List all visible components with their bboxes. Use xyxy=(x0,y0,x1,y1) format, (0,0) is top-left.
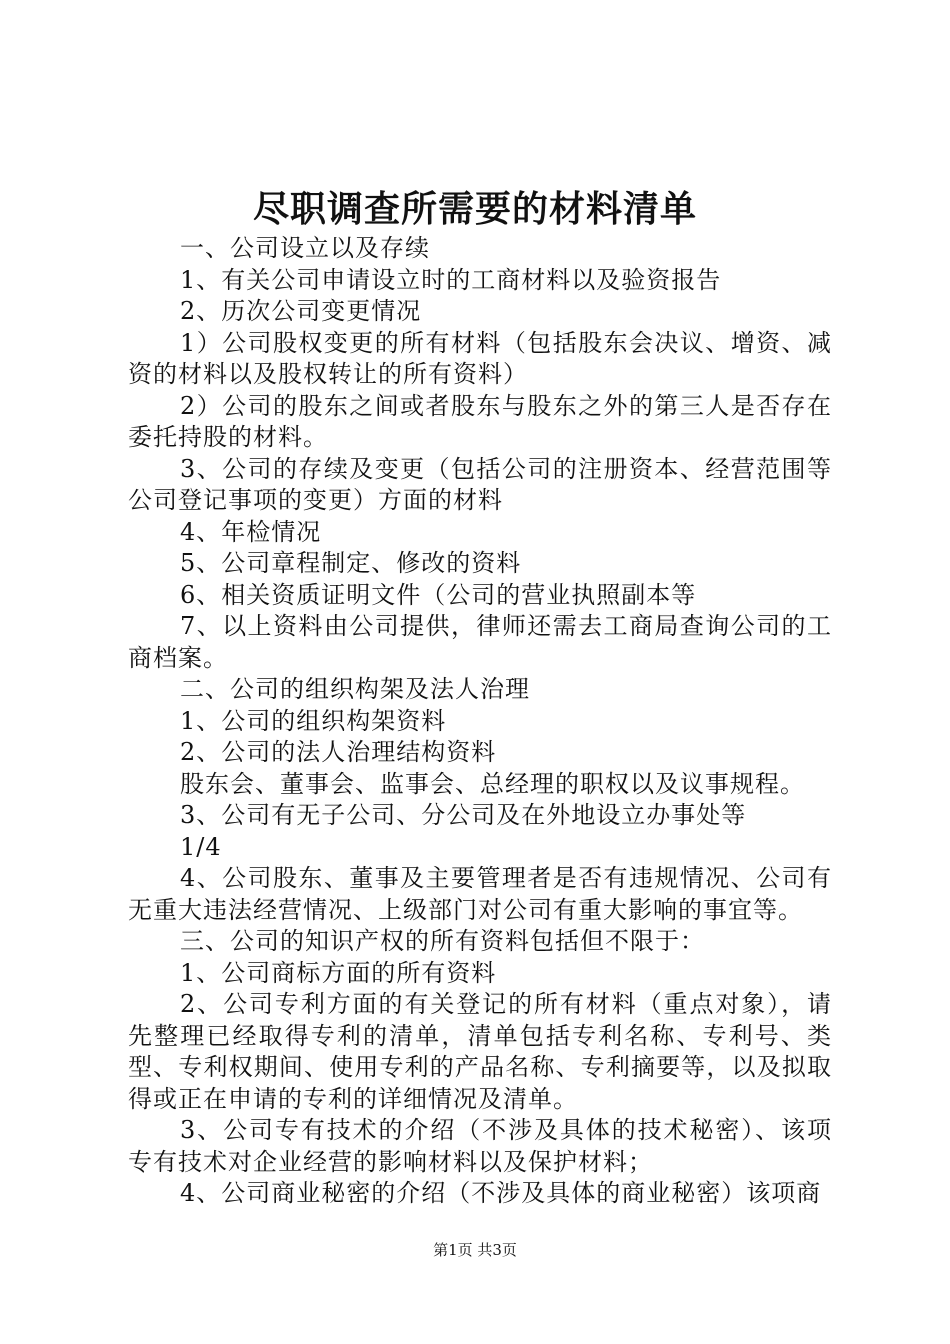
paragraph: 2）公司的股东之间或者股东与股东之外的第三人是否存在委托持股的材料。 xyxy=(128,391,832,451)
paragraph: 一、公司设立以及存续 xyxy=(180,234,430,262)
page-footer: 第1页 共3页 xyxy=(433,1241,517,1259)
paragraph: 4、公司股东、董事及主要管理者是否有违规情况、公司有无重大违法经营情况、上级部门对公司有重大影响的事宜等。 xyxy=(128,864,832,924)
paragraph: 6、相关资质证明文件（公司的营业执照副本等 xyxy=(180,580,697,609)
paragraph: 5、公司章程制定、修改的资料 xyxy=(180,549,522,577)
paragraph: 2、公司的法人治理结构资料 xyxy=(180,738,497,766)
paragraph: 4、公司商业秘密的介绍（不涉及具体的商业秘密）该项商 xyxy=(180,1179,822,1207)
paragraph: 1/4 xyxy=(180,832,222,861)
paragraph: 1、有关公司申请设立时的工商材料以及验资报告 xyxy=(180,265,722,294)
paragraph: 三、公司的知识产权的所有资料包括但不限于： xyxy=(180,927,705,955)
paragraph: 股东会、董事会、监事会、总经理的职权以及议事规程。 xyxy=(180,769,805,798)
paragraph: 3、公司有无子公司、分公司及在外地设立办事处等 xyxy=(180,801,747,829)
paragraph: 1）公司股权变更的所有材料（包括股东会决议、增资、减资的材料以及股权转让的所有资料） xyxy=(128,328,832,388)
paragraph: 3、公司专有技术的介绍（不涉及具体的技术秘密）、该项专有技术对企业经营的影响材料以及保护材料； xyxy=(128,1116,832,1176)
document-title: 尽职调查所需要的材料清单 xyxy=(252,188,697,230)
paragraph: 7、以上资料由公司提供，律师还需去工商局查询公司的工商档案。 xyxy=(128,612,832,672)
paragraph: 2、公司专利方面的有关登记的所有材料（重点对象），请先整理已经取得专利的清单，清单包括专利名称、专利号、类型、专利权期间、使用专利的产品名称、专利摘要等，以及拟取得或正在申请的专利的详细情况及清单。 xyxy=(128,990,832,1113)
paragraph: 3、公司的存续及变更（包括公司的注册资本、经营范围等公司登记事项的变更）方面的材料 xyxy=(128,454,832,514)
paragraph: 1、公司商标方面的所有资料 xyxy=(180,958,497,987)
paragraph: 二、公司的组织构架及法人治理 xyxy=(180,675,530,703)
paragraph: 2、历次公司变更情况 xyxy=(180,297,422,325)
document-body xyxy=(128,233,832,1210)
paragraph: 4、年检情况 xyxy=(180,517,322,546)
paragraph: 1、公司的组织构架资料 xyxy=(180,706,447,735)
